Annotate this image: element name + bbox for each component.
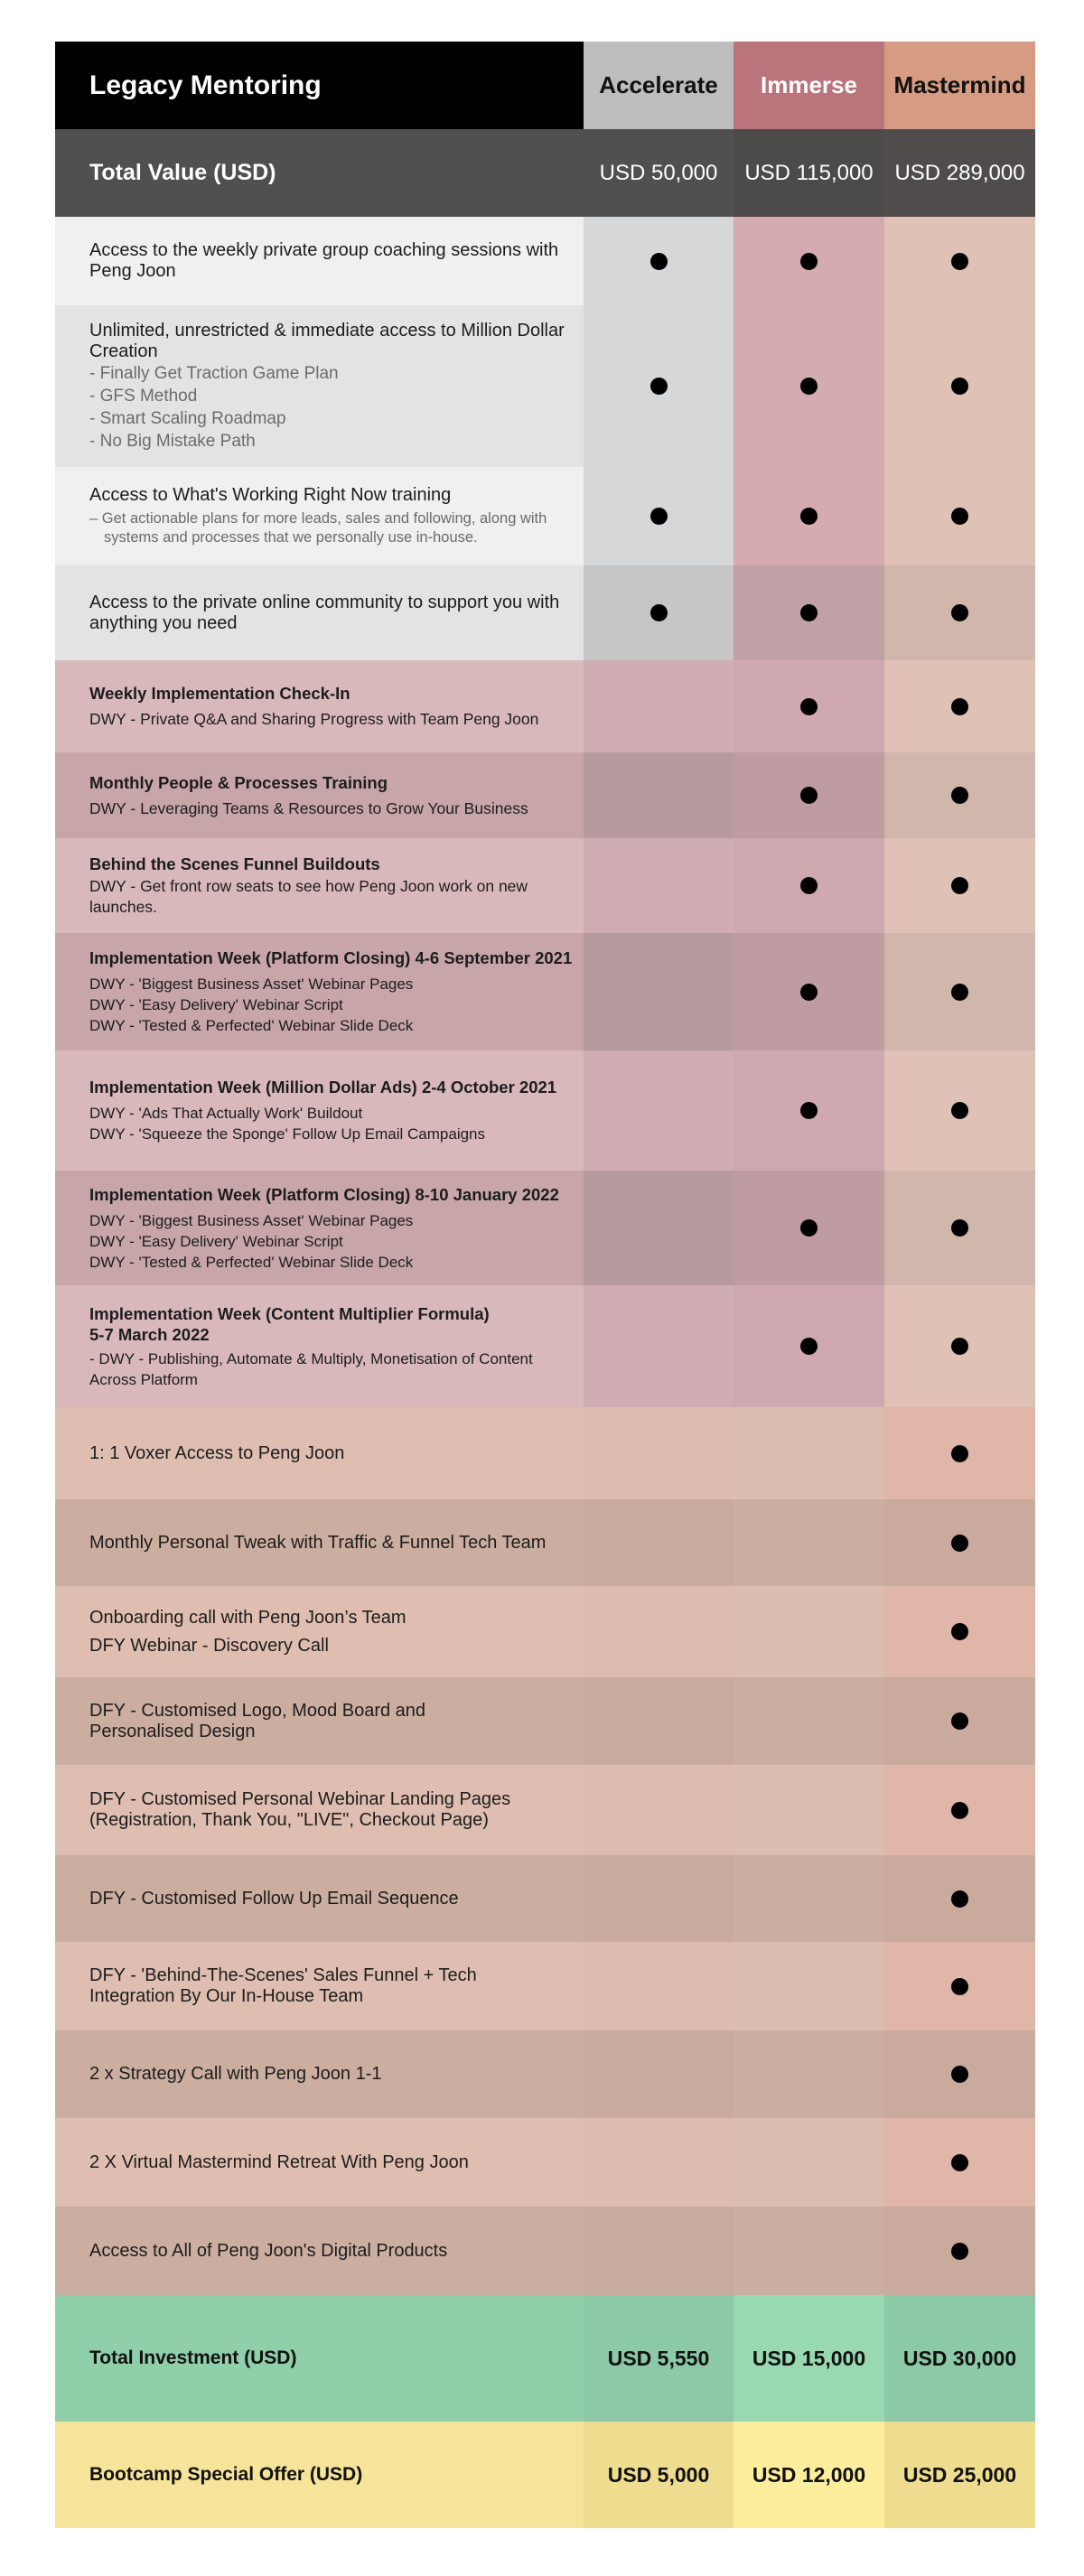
feature-week2-label: Implementation Week (Million Dollar Ads) 2-4 October 2021 [89, 1078, 557, 1097]
dot-icon [951, 2066, 968, 2083]
dot-icon [951, 1219, 968, 1237]
feature-week4-desc: - DWY - Publishing, Automate & Multiply, Monetisation of Content Across Platform [89, 1349, 533, 1388]
feature-retreat-label: 2 X Virtual Mastermind Retreat With Peng Joon [89, 2151, 469, 2172]
feature-row [55, 217, 1035, 305]
feature-strategy-label: 2 x Strategy Call with Peng Joon 1-1 [89, 2064, 382, 2084]
feature-row [55, 1765, 1035, 1855]
dot-icon [800, 1102, 818, 1119]
feature-row [55, 1677, 1035, 1765]
dot-icon [951, 378, 968, 395]
feature-week1-label: Implementation Week (Platform Closing) 4-6 September 2021 [89, 948, 573, 967]
header-row [55, 42, 1035, 129]
feature-week3-item: DWY - 'Easy Delivery' Webinar Script [89, 1232, 343, 1250]
investment-accelerate: USD 5,550 [607, 2346, 710, 2370]
dot-icon [951, 604, 968, 621]
feature-wwrn-desc: – Get actionable plans for more leads, sales and following, along with systems and processes that we personally use in-house. [89, 510, 547, 546]
feature-mdc-label: Unlimited, unrestricted & immediate access to Million Dollar Creation [89, 320, 565, 361]
dot-icon [951, 877, 968, 894]
dot-icon [800, 877, 818, 894]
investment-immerse: USD 15,000 [752, 2346, 866, 2370]
feature-row [55, 2118, 1035, 2207]
feature-sales-funnel-label: DFY - 'Behind-The-Scenes' Sales Funnel + Tech Integration By Our In-House Team [89, 1965, 477, 2006]
feature-week4-date: 5-7 March 2022 [89, 1324, 210, 1344]
feature-landing-label: DFY - Customised Personal Webinar Landing Pages (Registration, Thank You, "LIVE", Checkout Page) [89, 1789, 511, 1830]
dot-icon [951, 787, 968, 804]
dot-icon [800, 378, 818, 395]
dot-icon [951, 1535, 968, 1552]
feature-mdc-item: - GFS Method [89, 386, 198, 406]
feature-mdc-item: - Finally Get Traction Game Plan [89, 363, 339, 383]
dot-icon [951, 2154, 968, 2171]
dot-icon [800, 604, 818, 621]
tier-accelerate-header: Accelerate [599, 71, 718, 98]
feature-row [55, 1285, 1035, 1407]
total-value-row [55, 129, 1035, 217]
dot-icon [650, 253, 668, 270]
feature-row [55, 467, 1035, 565]
feature-people-desc: DWY - Leveraging Teams & Resources to Grow Your Business [89, 798, 528, 817]
dot-icon [951, 1445, 968, 1462]
dot-icon [951, 1713, 968, 1730]
feature-row [55, 660, 1035, 752]
dot-icon [800, 253, 818, 270]
feature-week3-item: DWY - 'Tested & Perfected' Webinar Slide Deck [89, 1253, 414, 1271]
total-value-immerse: USD 115,000 [744, 160, 874, 185]
feature-row [55, 752, 1035, 838]
dot-icon [951, 2243, 968, 2260]
feature-row [55, 1407, 1035, 1499]
bootcamp-offer-label: Bootcamp Special Offer (USD) [89, 2464, 363, 2485]
feature-funnel-desc: DWY - Get front row seats to see how Peng Joon work on new launches. [89, 877, 528, 916]
pricing-comparison-table [55, 42, 1035, 2528]
dot-icon [800, 984, 818, 1001]
feature-tweak-label: Monthly Personal Tweak with Traffic & Funnel Tech Team [89, 1532, 547, 1553]
feature-week1-item: DWY - 'Easy Delivery' Webinar Script [89, 996, 343, 1013]
dot-icon [951, 1102, 968, 1119]
feature-row [55, 1499, 1035, 1586]
dot-icon [800, 698, 818, 715]
dot-icon [951, 1978, 968, 1995]
tier-immerse-header: Immerse [761, 71, 857, 98]
feature-onboarding-label: Onboarding call with Peng Joon’s Team [89, 1607, 406, 1628]
feature-row [55, 305, 1035, 467]
feature-week1-item: DWY - 'Tested & Perfected' Webinar Slide Deck [89, 1017, 414, 1034]
investment-mastermind: USD 30,000 [902, 2346, 1017, 2370]
feature-row [55, 2207, 1035, 2295]
total-investment-row [55, 2295, 1035, 2422]
feature-logo-label: DFY - Customised Logo, Mood Board and Personalised Design [89, 1700, 426, 1741]
dot-icon [650, 604, 668, 621]
bootcamp-accelerate: USD 5,000 [607, 2462, 710, 2487]
feature-row [55, 1050, 1035, 1171]
feature-voxer-label: 1: 1 Voxer Access to Peng Joon [89, 1442, 345, 1463]
dot-icon [800, 1219, 818, 1237]
feature-coaching-label: Access to the weekly private group coaching sessions with Peng Joon [89, 240, 559, 281]
tier-mastermind-header: Mastermind [893, 71, 1026, 98]
feature-week1-item: DWY - 'Biggest Business Asset' Webinar Pages [89, 975, 414, 993]
dot-icon [951, 1802, 968, 1819]
program-title: Legacy Mentoring [89, 70, 322, 100]
feature-week3-item: DWY - 'Biggest Business Asset' Webinar Pages [89, 1211, 414, 1229]
feature-week2-item: DWY - 'Ads That Actually Work' Buildout [89, 1105, 363, 1122]
bootcamp-immerse: USD 12,000 [752, 2462, 866, 2487]
feature-funnel-label: Behind the Scenes Funnel Buildouts [89, 854, 380, 873]
feature-row [55, 838, 1035, 933]
total-value-accelerate: USD 50,000 [599, 160, 718, 185]
dot-icon [800, 1338, 818, 1355]
total-value-mastermind: USD 289,000 [894, 160, 1025, 185]
dot-icon [650, 378, 668, 395]
total-investment-label: Total Investment (USD) [89, 2347, 297, 2368]
feature-community-label: Access to the private online community to support you with anything you need [89, 592, 560, 633]
dot-icon [951, 1338, 968, 1355]
dot-icon [800, 508, 818, 525]
dot-icon [650, 508, 668, 525]
feature-week4-label: Implementation Week (Content Multiplier Formula) [89, 1303, 490, 1323]
feature-row [55, 565, 1035, 660]
feature-followup-label: DFY - Customised Follow Up Email Sequence [89, 1888, 459, 1909]
feature-row [55, 933, 1035, 1050]
dot-icon [951, 253, 968, 270]
dot-icon [951, 1890, 968, 1908]
feature-row [55, 2030, 1035, 2118]
feature-mdc-item: - No Big Mistake Path [89, 431, 256, 451]
feature-row [55, 1171, 1035, 1285]
feature-onboarding-desc: DFY Webinar - Discovery Call [89, 1635, 329, 1656]
feature-mdc-item: - Smart Scaling Roadmap [89, 408, 286, 428]
feature-week3-label: Implementation Week (Platform Closing) 8-10 January 2022 [89, 1184, 559, 1204]
bootcamp-mastermind: USD 25,000 [902, 2462, 1017, 2487]
total-value-label: Total Value (USD) [89, 160, 276, 185]
feature-checkin-desc: DWY - Private Q&A and Sharing Progress with Team Peng Joon [89, 710, 539, 728]
feature-week2-item: DWY - 'Squeeze the Sponge' Follow Up Email Campaigns [89, 1125, 485, 1143]
dot-icon [951, 508, 968, 525]
feature-people-label: Monthly People & Processes Training [89, 772, 388, 792]
feature-row [55, 1586, 1035, 1677]
feature-row [55, 1942, 1035, 2030]
dot-icon [951, 984, 968, 1001]
feature-digital-label: Access to All of Peng Joon's Digital Products [89, 2240, 448, 2261]
dot-icon [800, 787, 818, 804]
bootcamp-offer-row [55, 2422, 1035, 2528]
feature-checkin-label: Weekly Implementation Check-In [89, 684, 350, 703]
feature-wwrn-label: Access to What's Working Right Now training [89, 485, 452, 505]
feature-row [55, 1855, 1035, 1942]
dot-icon [951, 698, 968, 715]
dot-icon [951, 1623, 968, 1640]
